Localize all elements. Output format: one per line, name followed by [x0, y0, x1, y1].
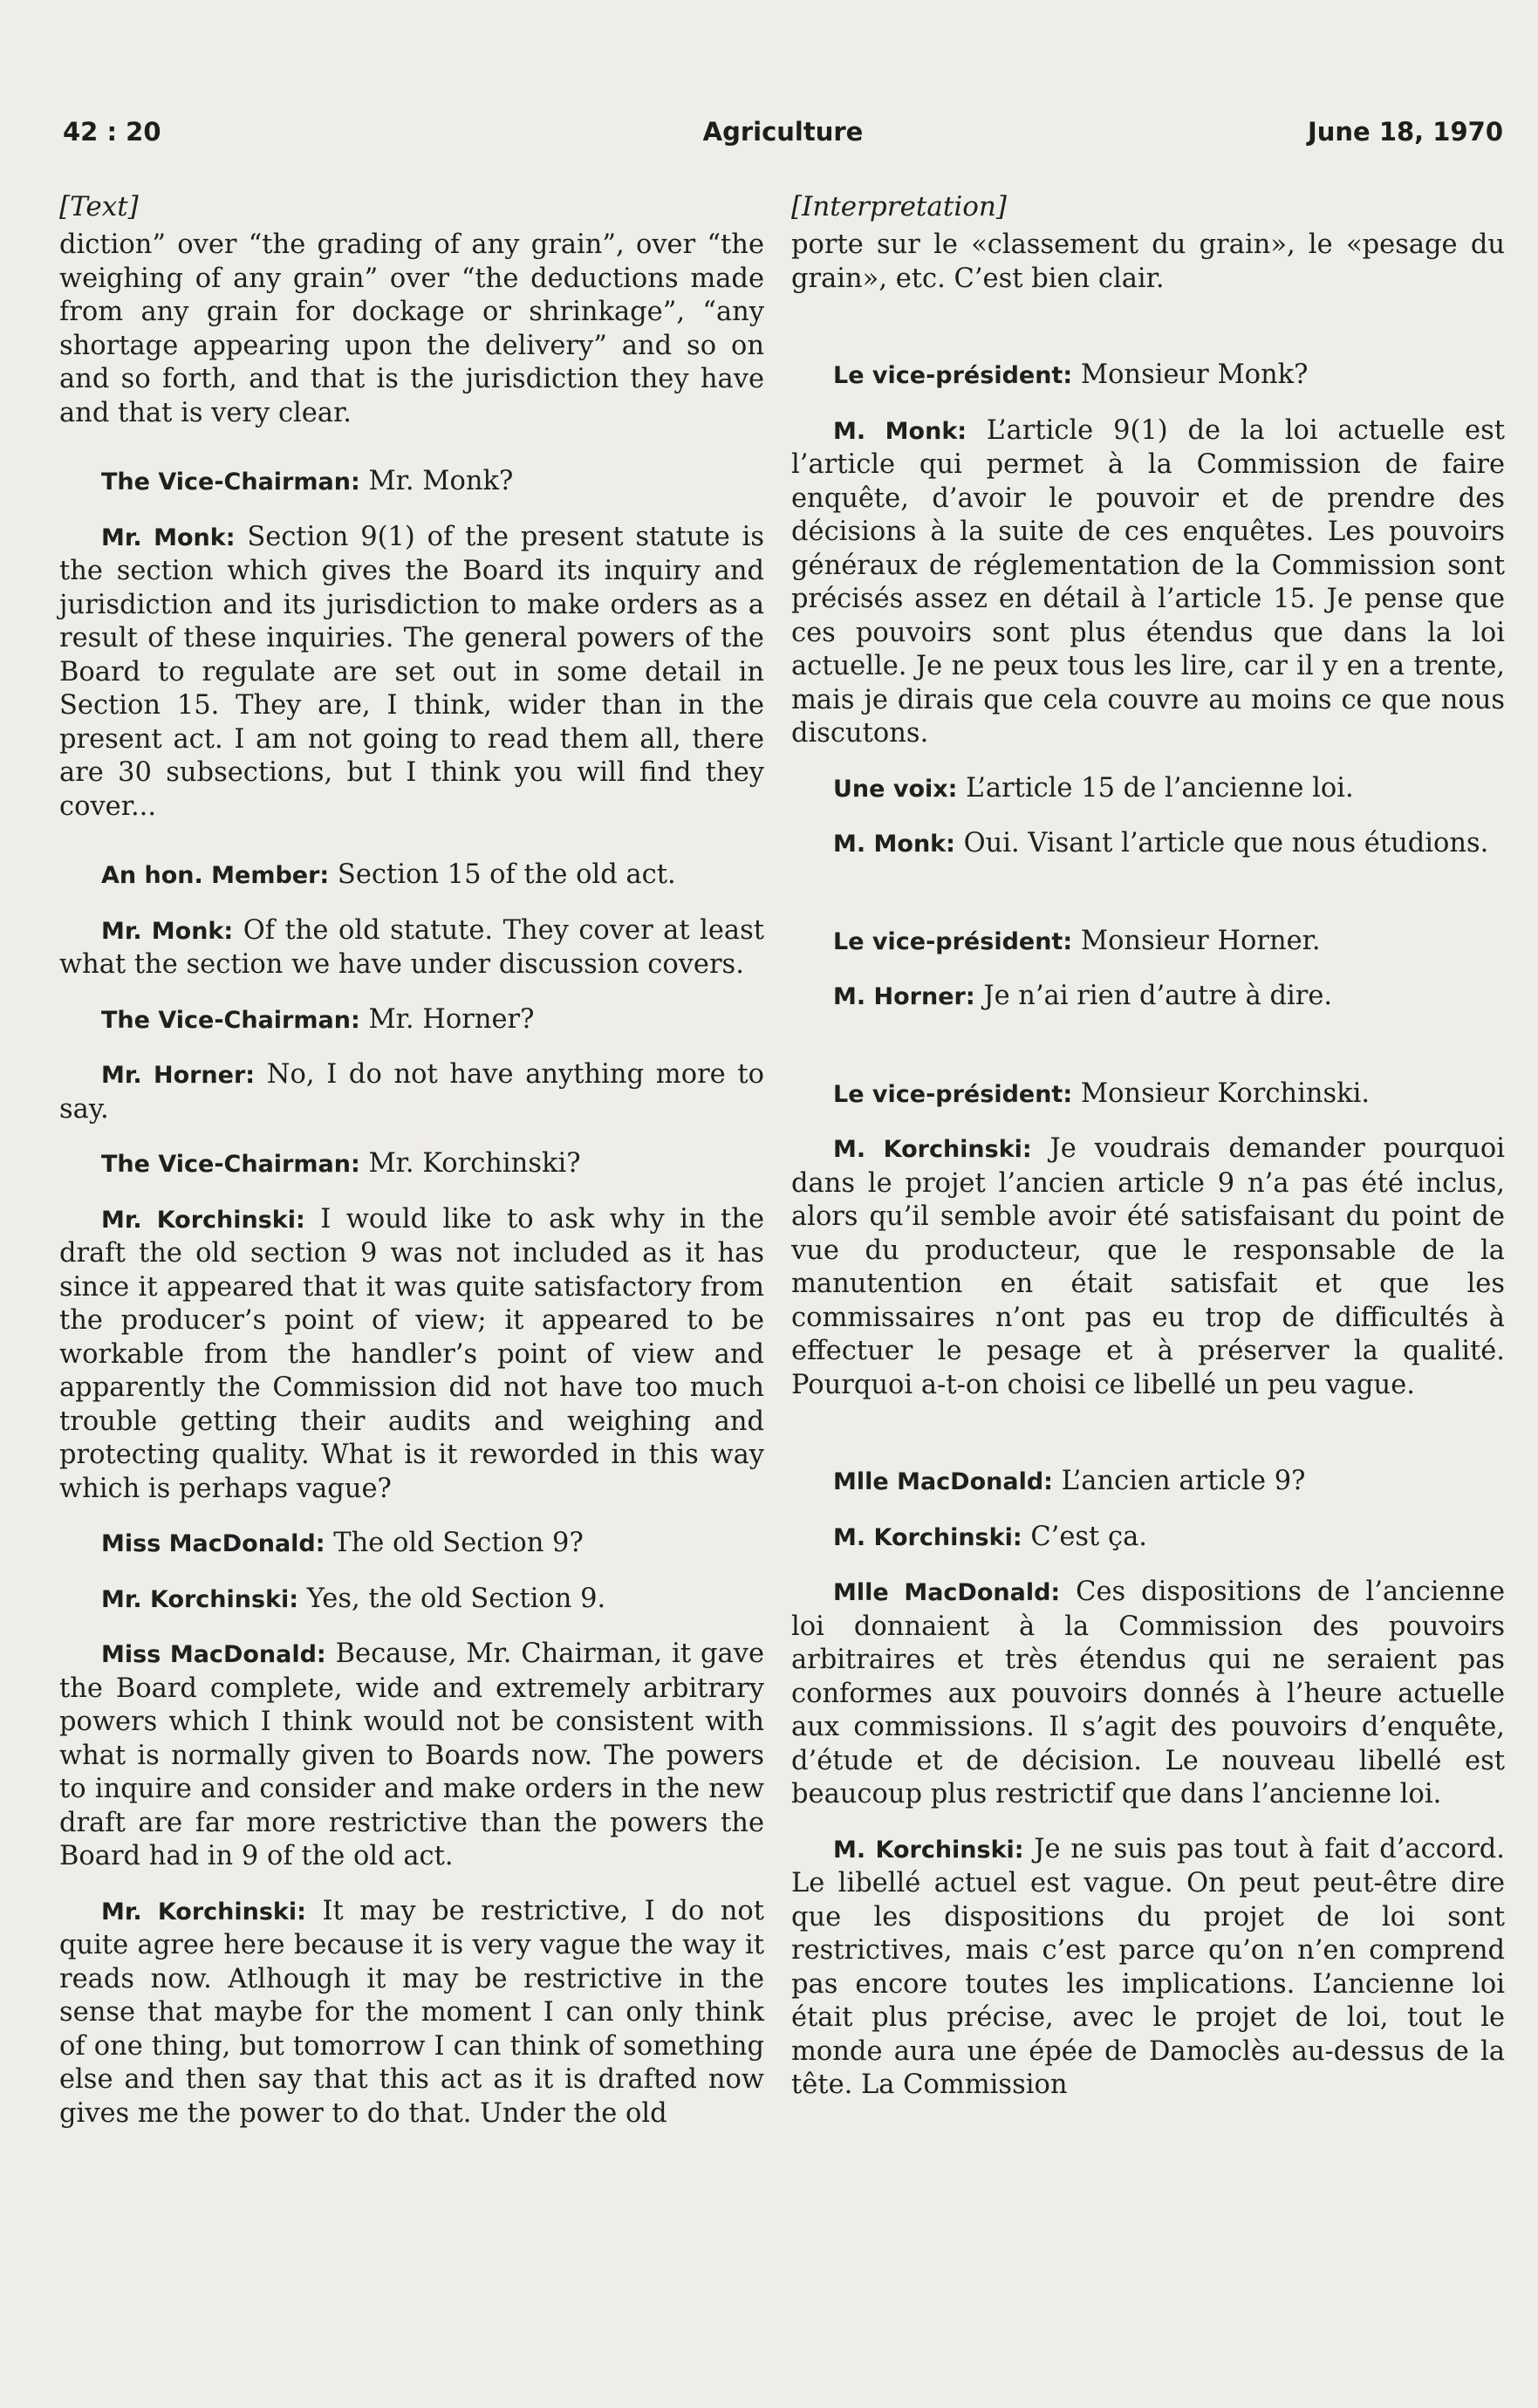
- paragraph: Mr. Korchinski: I would like to ask why in the draft the old section 9 was not included as it has since it appeared that it was quite satisfactory from the producer’s point of view; it appeared to be workable from the handler’s point of view and apparently the Commission did not have too much trouble getting their audits and weighing and protecting quality. What is it reworded in this way which is perhaps vague?: [59, 1203, 764, 1504]
- paragraph: M. Korchinski: Je voudrais demander pourquoi dans le projet l’ancien article 9 n’a pas été inclus, alors qu’il semble avoir été satisfaisant du point de vue du producteur, que le responsable de la manutention en était satisfait et que les commissaires n’ont pas eu trop de difficultés à effectuer le pesage et à préserver la qualité. Pourquoi a-t-on choisi ce libellé un peu vague.: [791, 1133, 1506, 1400]
- speaker-name: Une voix:: [833, 775, 958, 803]
- speaker-name: M. Monk:: [833, 417, 967, 445]
- page-header: [63, 117, 1503, 161]
- paragraph: An hon. Member: Section 15 of the old act.: [101, 859, 676, 890]
- speaker-name: An hon. Member:: [101, 862, 330, 889]
- paragraph: M. Monk: Oui. Visant l’article que nous étudions.: [833, 828, 1489, 859]
- paragraph: The Vice-Chairman: Mr. Korchinski?: [101, 1148, 581, 1179]
- speaker-name: M. Horner:: [833, 983, 975, 1010]
- speaker-name: Le vice-président:: [833, 927, 1073, 955]
- paragraph: Le vice-président: Monsieur Horner.: [833, 925, 1321, 956]
- paragraph: M. Horner: Je n’ai rien d’autre à dire.: [833, 981, 1333, 1011]
- speaker-name: Mr. Monk:: [101, 917, 234, 945]
- paragraph: The Vice-Chairman: Mr. Horner?: [101, 1003, 535, 1035]
- paragraph: Une voix: L’article 15 de l’ancienne loi.: [833, 772, 1354, 804]
- page-number: 42 : 20: [63, 117, 161, 147]
- text-label: [Text]: [59, 191, 139, 222]
- paragraph: Mlle MacDonald: Ces dispositions de l’ancienne loi donnaient à la Commission des pouvoirs arbitraires et très étendus qui ne seraient pas conformes aux pouvoirs donnés à l’heure actuelle aux commissions. Il s’agit des pouvoirs d’enquête, d’étude et de décision. Le nouveau libellé est beaucoup plus restrictif que dans l’ancienne loi.: [791, 1577, 1505, 1809]
- speaker-name: Mr. Korchinski:: [101, 1898, 306, 1926]
- paragraph: The Vice-Chairman: Mr. Monk?: [101, 466, 514, 496]
- speaker-name: Mlle MacDonald:: [833, 1468, 1053, 1495]
- speaker-name: The Vice-Chairman:: [101, 469, 360, 496]
- speaker-name: The Vice-Chairman:: [101, 1151, 360, 1178]
- english-column: [59, 190, 764, 2131]
- paragraph: Le vice-président: Monsieur Monk?: [833, 359, 1309, 390]
- paragraph: porte sur le «classement du grain», le «pesage du grain», etc. C’est bien clair.: [791, 229, 1505, 294]
- paragraph: Mr. Korchinski: Yes, the old Section 9.: [101, 1583, 606, 1614]
- speaker-name: M. Korchinski:: [833, 1836, 1024, 1864]
- page-title: Agriculture: [702, 117, 864, 147]
- paragraph: Mr. Monk: Of the old statute. They cover at least what the section we have under discussion covers.: [59, 914, 764, 980]
- paragraph: Miss MacDonald: Because, Mr. Chairman, it gave the Board complete, wide and extremely arbitrary powers which I think would not be consistent with what is normally given to Boards now. The powers to inquire and consider and make orders in the new draft are far more restrictive than the powers the Board had in 9 of the old act.: [59, 1638, 764, 1871]
- speaker-name: M. Korchinski:: [833, 1523, 1022, 1551]
- paragraph: Miss MacDonald: The old Section 9?: [101, 1528, 584, 1558]
- interpretation-label: [Interpretation]: [791, 191, 1007, 222]
- paragraph: diction” over “the grading of any grain”, over “the weighing of any grain” over “the deductions made from any grain for dockage or shrinkage”, “any shortage appearing upon the delivery” and so on and so forth, and that is the jurisdiction they have and that is very clear.: [59, 229, 764, 428]
- speaker-name: Mlle MacDonald:: [833, 1579, 1061, 1606]
- paragraph: Mr. Monk: Section 9(1) of the present statute is the section which gives the Board its inquiry and jurisdiction and its jurisdiction to make orders as a result of these inquiries. The general powers of the Board to regulate are set out in some detail in Section 15. They are, I think, wider than in the present act. I am not going to read them all, there are 30 subsections, but I think you will find they cover...: [59, 521, 764, 822]
- speaker-name: Mr. Korchinski:: [101, 1206, 305, 1234]
- speaker-name: Mr. Korchinski:: [101, 1585, 299, 1613]
- french-column: [791, 190, 1505, 2103]
- paragraph: Le vice-président: Monsieur Korchinski.: [833, 1077, 1371, 1109]
- speaker-name: The Vice-Chairman:: [101, 1006, 360, 1034]
- paragraph: M. Korchinski: C’est ça.: [833, 1521, 1147, 1552]
- speaker-name: Le vice-président:: [833, 362, 1073, 389]
- speaker-name: Mr. Monk:: [101, 523, 236, 551]
- speaker-name: Miss MacDonald:: [101, 1530, 325, 1557]
- speaker-name: M. Korchinski:: [833, 1136, 1032, 1163]
- speaker-name: Le vice-président:: [833, 1080, 1073, 1108]
- paragraph: M. Korchinski: Je ne suis pas tout à fait d’accord. Le libellé actuel est vague. On peut peut-être dire que les dispositions du projet de loi sont restrictives, mais c’est parce qu’on n’en comprend pas encore toutes les implications. L’ancienne loi était plus précise, avec le projet de loi, tout le monde aura une épée de Damoclès au-dessus de la tête. La Commission: [791, 1833, 1505, 2100]
- speaker-name: M. Monk:: [833, 831, 955, 858]
- page-date: June 18, 1970: [1307, 117, 1503, 147]
- paragraph: M. Monk: L’article 9(1) de la loi actuelle est l’article qui permet à la Commission de faire enquête, d’avoir le pouvoir et de prendre des décisions à la suite de ces enquêtes. Les pouvoirs généraux de réglementation de la Commission sont précisés assez en détail à l’article 15. Je pense que ces pouvoirs sont plus étendus que dans la loi actuelle. Je ne peux tous les lire, car il y en a trente, mais je dirais que cela couvre au moins ce que nous discutons.: [791, 414, 1506, 749]
- paragraph: Mr. Korchinski: It may be restrictive, I do not quite agree here because it is very vague the way it reads now. Atlhough it may be restrictive in the sense that maybe for the moment I can only think of one thing, but tomorrow I can think of something else and then say that this act as it is drafted now gives me the power to do that. Under the old: [59, 1895, 764, 2129]
- paragraph: Mlle MacDonald: L’ancien article 9?: [833, 1466, 1306, 1496]
- paragraph: Mr. Horner: No, I do not have anything more to say.: [59, 1059, 764, 1125]
- speaker-name: Miss MacDonald:: [101, 1641, 326, 1668]
- speaker-name: Mr. Horner:: [101, 1062, 256, 1089]
